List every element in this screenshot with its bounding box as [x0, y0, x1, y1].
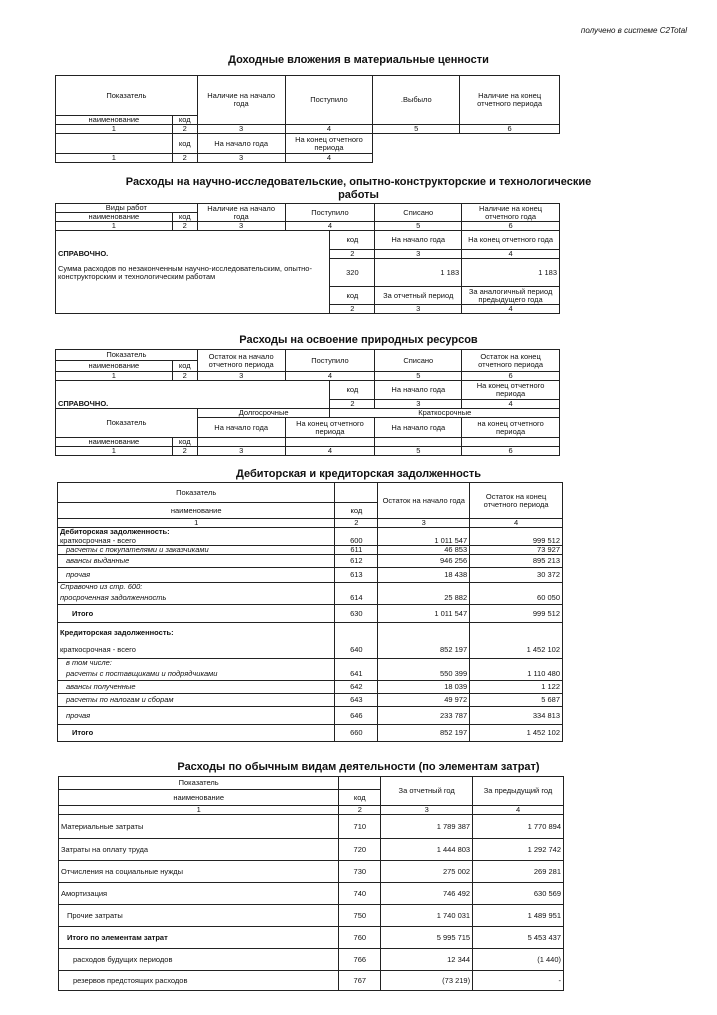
row-value-start: 18 039 — [378, 681, 470, 694]
row-label: Прочие затраты — [59, 905, 339, 927]
section-title-rd-expenses: Расходы на научно-исследовательские, опытно-конструкторские и технологические — [125, 176, 592, 188]
ref-kon: На конец отчетного года — [462, 231, 560, 250]
col-num: 2 — [330, 400, 375, 409]
row-label: прочая — [58, 707, 335, 725]
row-label: Итого — [58, 725, 335, 742]
col-num: 2 — [172, 222, 197, 231]
ref-kod: код — [330, 231, 375, 250]
rd-expenses-table — [55, 203, 560, 314]
row-code: 760 — [339, 927, 381, 949]
row-value-start: 550 399 — [378, 668, 470, 681]
col-num: 4 — [285, 372, 375, 381]
header-vybylo: .Выбыло — [373, 76, 460, 125]
header-postupilo: Поступило — [285, 350, 375, 372]
row-label: Амортизация — [59, 883, 339, 905]
row-label: авансы полученные — [58, 681, 335, 694]
row-label: резервов предстоящих расходов — [59, 971, 339, 991]
header-pokazatel: Показатель — [56, 350, 198, 361]
rd-sum-label: Сумма расходов по незаконченным научно-исследовательским, опытно-конструкторским и технологическим работам — [56, 259, 330, 287]
row-value-end: 334 813 — [470, 707, 563, 725]
row-value-end: 5 687 — [470, 694, 563, 707]
header-vidy: Виды работ — [56, 204, 198, 213]
receivables-payables-table — [57, 482, 563, 742]
row-value-start: 49 972 — [378, 694, 470, 707]
row-label: прочая — [58, 568, 335, 583]
col-num: 3 — [375, 250, 462, 259]
row-label: расчеты с поставщиками и подрядчиками — [58, 668, 335, 681]
period-kod: код — [330, 287, 375, 305]
header-kod: код — [172, 116, 197, 125]
block-nach-long: На начало года — [197, 418, 285, 438]
row-label: Итого по элементам затрат — [59, 927, 339, 949]
rd-sum-value-2: 1 183 — [462, 259, 560, 287]
row-value-end: 73 927 — [470, 546, 563, 555]
col-num: 1 — [59, 806, 339, 815]
row-code: 630 — [335, 605, 378, 623]
col-num: 1 — [56, 125, 173, 134]
row-value-end: 60 050 — [470, 592, 563, 605]
row-value-end: 1 122 — [470, 681, 563, 694]
col-num: 2 — [172, 125, 197, 134]
row-label: Затраты на оплату труда — [59, 839, 339, 861]
row-value-previous: 1 489 951 — [473, 905, 564, 927]
natural-resources-table — [55, 349, 560, 456]
block-long-term: Долгосрочные — [197, 409, 330, 418]
col-num: 2 — [172, 154, 197, 163]
header-nal-kon: Наличие на конец отчетного года — [462, 204, 560, 222]
header-nal-kon: Наличие на конец отчетного периода — [460, 76, 560, 125]
header-kod: код — [339, 790, 381, 806]
header-postupilo: Поступило — [285, 204, 375, 222]
row-value-start: 852 197 — [378, 643, 470, 659]
row-code: 710 — [339, 815, 381, 839]
section-title-expenses-by-element: Расходы по обычным видам деятельности (по элементам затрат) — [177, 761, 540, 773]
header-nal-nach: Наличие на начало года — [197, 76, 285, 125]
header-current-year: За отчетный год — [381, 777, 473, 806]
col-num: 3 — [378, 519, 470, 528]
row-label: Отчисления на социальные нужды — [59, 861, 339, 883]
row-label: Материальные затраты — [59, 815, 339, 839]
row-value-start: 46 853 — [378, 546, 470, 555]
col-num: 4 — [462, 400, 560, 409]
block-kod: код — [172, 438, 197, 447]
col-num: 6 — [462, 222, 560, 231]
ref-nach: На начало года — [375, 231, 462, 250]
row-label: Итого — [58, 605, 335, 623]
block-naim: наименование — [56, 438, 173, 447]
sub-kon: На конец отчетного периода — [285, 134, 373, 154]
row-value-start: 25 882 — [378, 592, 470, 605]
col-num: 3 — [381, 806, 473, 815]
row-code: 611 — [335, 546, 378, 555]
col-num: 1 — [56, 154, 173, 163]
row-code: 640 — [335, 643, 378, 659]
section-title-natural-resources: Расходы на освоение природных ресурсов — [239, 334, 478, 346]
row-value-current: 746 492 — [381, 883, 473, 905]
row-code: 613 — [335, 568, 378, 583]
col-num: 4 — [462, 250, 560, 259]
row-value-start: 1 011 547 — [378, 605, 470, 623]
row-value-start: 946 256 — [378, 555, 470, 568]
row-value-end: 895 213 — [470, 555, 563, 568]
ref-kon: На конец отчетного периода — [462, 381, 560, 400]
col-num: 5 — [375, 447, 462, 456]
col-num: 1 — [56, 222, 173, 231]
row-value-end: 999 512 — [470, 537, 563, 546]
period-previous: За аналогичный период предыдущего года — [462, 287, 560, 305]
block-nach-short: На начало года — [375, 418, 462, 438]
sub-nach: На начало года — [197, 134, 285, 154]
row-value-previous: 630 569 — [473, 883, 564, 905]
row-code: 660 — [335, 725, 378, 742]
block-pokazatel: Показатель — [56, 409, 198, 438]
header-previous-year: За предыдущий год — [473, 777, 564, 806]
row-label: в том числе: — [58, 659, 335, 668]
col-num: 4 — [285, 447, 375, 456]
row-value-current: 275 002 — [381, 861, 473, 883]
row-value-previous: 1 770 894 — [473, 815, 564, 839]
row-label: краткосрочная - всего — [58, 537, 335, 546]
row-code: 767 — [339, 971, 381, 991]
col-num: 4 — [285, 222, 375, 231]
rd-sum-value-1: 1 183 — [375, 259, 462, 287]
header-naim: наименование — [56, 361, 173, 372]
section-title-rd-expenses-cont: работы — [338, 189, 379, 201]
col-num: 2 — [339, 806, 381, 815]
row-label: расчеты с покупателями и заказчиками — [58, 546, 335, 555]
row-value-end: 999 512 — [470, 605, 563, 623]
header-ost-kon: Остаток на конец отчетного периода — [470, 483, 563, 519]
col-num: 3 — [197, 125, 285, 134]
col-num: 3 — [197, 154, 285, 163]
header-pokazatel: Показатель — [59, 777, 339, 790]
header-ost-nach: Остаток на начало года — [378, 483, 470, 519]
col-num: 4 — [473, 806, 564, 815]
row-code: 730 — [339, 861, 381, 883]
col-num: 5 — [373, 125, 460, 134]
header-ost-kon: Остаток на конец отчетного периода — [462, 350, 560, 372]
header-postupilo: Поступило — [285, 76, 373, 125]
section-title-receivables-payables: Дебиторская и кредиторская задолженность — [236, 468, 481, 480]
row-value-previous: (1 440) — [473, 949, 564, 971]
col-num: 1 — [56, 372, 173, 381]
ref-kod: код — [330, 381, 375, 400]
section-title-income-investments: Доходные вложения в материальные ценности — [228, 54, 489, 66]
col-num: 3 — [197, 372, 285, 381]
row-label: расходов будущих периодов — [59, 949, 339, 971]
row-code: 720 — [339, 839, 381, 861]
spravochno-label: СПРАВОЧНО. — [56, 250, 330, 259]
block-kon-long: На конец отчетного периода — [285, 418, 375, 438]
block-kon-short: на конец отчетного периода — [462, 418, 560, 438]
row-label: Справочно из стр. 600: — [58, 583, 335, 592]
row-code: 750 — [339, 905, 381, 927]
col-num: 1 — [56, 447, 173, 456]
col-num: 2 — [172, 372, 197, 381]
row-label: просроченная задолженность — [58, 592, 335, 605]
row-value-current: 1 740 031 — [381, 905, 473, 927]
system-stamp: получено в системе C2Total — [580, 26, 687, 35]
col-num: 5 — [375, 372, 462, 381]
row-value-current: 1 444 803 — [381, 839, 473, 861]
row-value-end: 1 452 102 — [470, 725, 563, 742]
col-num: 3 — [197, 222, 285, 231]
rd-sum-code: 320 — [330, 259, 375, 287]
col-num: 2 — [330, 250, 375, 259]
col-num: 2 — [335, 519, 378, 528]
header-kod: код — [335, 503, 378, 519]
header-ost-nach: Остаток на начало отчетного периода — [197, 350, 285, 372]
header-nal-nach: Наличие на начало года — [197, 204, 285, 222]
row-value-start: 1 011 547 — [378, 537, 470, 546]
row-value-current: 12 344 — [381, 949, 473, 971]
col-num: 2 — [330, 305, 375, 314]
row-label: авансы выданные — [58, 555, 335, 568]
row-code: 642 — [335, 681, 378, 694]
col-num: 6 — [462, 372, 560, 381]
col-num: 4 — [285, 125, 373, 134]
receivables-title: Дебиторская задолженность: — [58, 528, 335, 537]
row-value-current: (73 219) — [381, 971, 473, 991]
row-code: 612 — [335, 555, 378, 568]
col-num: 3 — [375, 305, 462, 314]
header-naim: наименование — [59, 790, 339, 806]
col-num: 3 — [197, 447, 285, 456]
header-naim: наименование — [58, 503, 335, 519]
col-num: 3 — [375, 400, 462, 409]
row-value-current: 5 995 715 — [381, 927, 473, 949]
row-value-previous: 5 453 437 — [473, 927, 564, 949]
period-current: За отчетный период — [375, 287, 462, 305]
row-code: 641 — [335, 668, 378, 681]
row-value-previous: 1 292 742 — [473, 839, 564, 861]
row-code: 646 — [335, 707, 378, 725]
col-num: 1 — [58, 519, 335, 528]
row-label: краткосрочная - всего — [58, 643, 335, 659]
ref-nach: На начало года — [375, 381, 462, 400]
header-naim: наименование — [56, 213, 173, 222]
expenses-by-element-table — [58, 776, 564, 991]
sub-kod: код — [172, 134, 197, 154]
header-pokazatel: Показатель — [56, 76, 198, 116]
col-num: 4 — [462, 305, 560, 314]
row-value-end: 1 110 480 — [470, 668, 563, 681]
row-code: 766 — [339, 949, 381, 971]
row-label: расчеты по налогам и сборам — [58, 694, 335, 707]
row-value-start: 233 787 — [378, 707, 470, 725]
row-code: 614 — [335, 592, 378, 605]
col-num: 4 — [470, 519, 563, 528]
col-num: 5 — [375, 222, 462, 231]
col-num: 2 — [172, 447, 197, 456]
block-short-term: Краткосрочные — [330, 409, 560, 418]
header-pokazatel: Показатель — [58, 483, 335, 503]
header-kod: код — [172, 361, 197, 372]
col-num: 6 — [460, 125, 560, 134]
header-spisano: Списано — [375, 204, 462, 222]
row-value-previous: - — [473, 971, 564, 991]
empty-cell — [56, 134, 173, 154]
row-value-start: 18 438 — [378, 568, 470, 583]
col-num: 4 — [285, 154, 373, 163]
row-value-start: 852 197 — [378, 725, 470, 742]
header-naim: наименование — [56, 116, 173, 125]
row-code: 740 — [339, 883, 381, 905]
col-num: 6 — [462, 447, 560, 456]
row-value-previous: 269 281 — [473, 861, 564, 883]
row-value-end: 1 452 102 — [470, 643, 563, 659]
income-investments-table — [55, 75, 560, 163]
payables-title: Кредиторская задолженность: — [58, 623, 335, 643]
row-code: 600 — [335, 537, 378, 546]
row-code: 643 — [335, 694, 378, 707]
row-value-end: 30 372 — [470, 568, 563, 583]
spravochno-label: СПРАВОЧНО. — [56, 400, 330, 409]
header-spisano: Списано — [375, 350, 462, 372]
row-value-current: 1 789 387 — [381, 815, 473, 839]
header-kod: код — [172, 213, 197, 222]
